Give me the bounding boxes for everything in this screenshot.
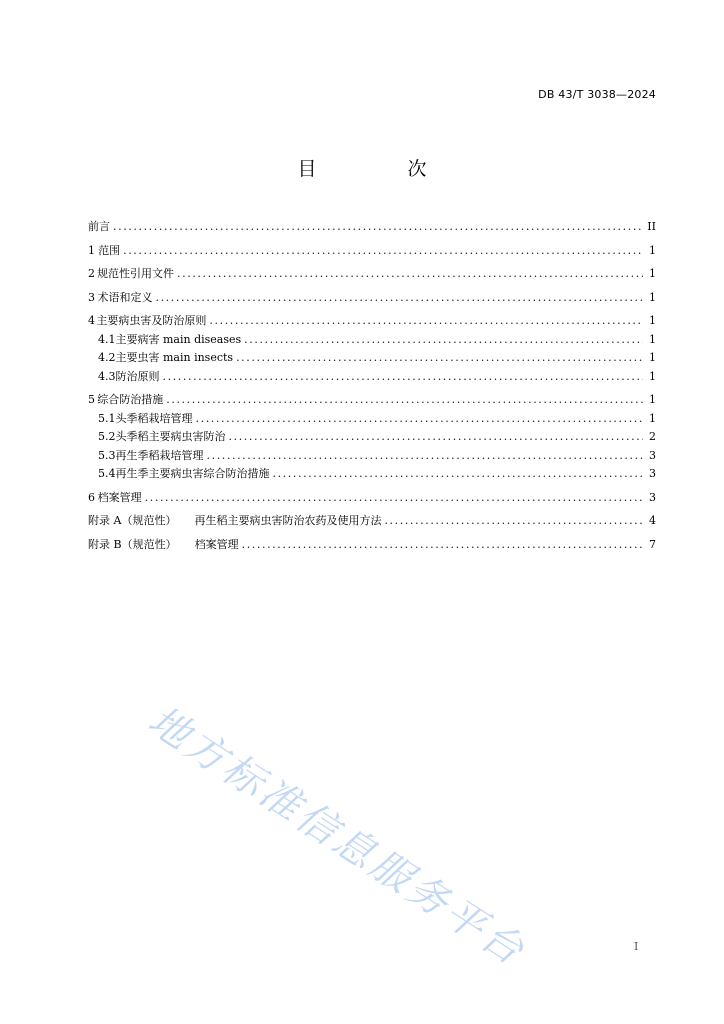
toc-entry-number: 4.2 <box>98 351 116 364</box>
toc-page-number: 3 <box>649 448 656 462</box>
toc-entry-title: 前言 <box>88 220 110 233</box>
toc-entry-number: 1 <box>88 243 95 257</box>
toc-entry-5-4[interactable] <box>88 465 656 484</box>
toc-entry-4-3[interactable] <box>88 368 656 387</box>
toc-entry-title: 主要病害 main diseases <box>115 332 242 346</box>
toc-entry-number: 4.1 <box>98 332 116 346</box>
toc-leader-dots <box>244 331 643 350</box>
toc-entry-1[interactable] <box>88 242 656 261</box>
toc-entry-5-2[interactable] <box>88 428 656 447</box>
toc-entry-number: 5.4 <box>98 467 116 480</box>
toc-page-number: 3 <box>649 467 656 480</box>
toc-entry-title: 头季稻主要病虫害防治 <box>115 430 226 443</box>
toc-entry-title: 再生季稻栽培管理 <box>115 448 204 462</box>
toc-page-number: 1 <box>649 267 656 280</box>
toc-entry-title: 防治原则 <box>115 369 160 383</box>
toc-page-number: 1 <box>649 393 656 406</box>
toc-leader-dots <box>196 410 644 429</box>
toc-entry-5-3[interactable] <box>88 447 656 466</box>
toc-entry-number: 5.2 <box>98 430 116 443</box>
toc-page-number: 2 <box>649 430 656 443</box>
toc-entry-number: 4.3 <box>98 369 116 383</box>
document-code: DB 43/T 3038—2024 <box>538 88 656 101</box>
toc-entry-title: 头季稻栽培管理 <box>115 411 193 425</box>
toc-entry-4-2[interactable] <box>88 349 656 368</box>
toc-leader-dots <box>384 512 643 531</box>
toc-entry-number: 5.3 <box>98 448 116 462</box>
toc-page-number: 1 <box>649 351 656 364</box>
toc-page-number: 1 <box>649 290 656 304</box>
toc-entry-number: 6 <box>88 490 95 504</box>
toc-leader-dots <box>166 391 643 410</box>
toc-page-number: 3 <box>649 490 656 504</box>
toc-leader-dots <box>236 349 643 368</box>
toc-entry-number: 5 <box>88 393 95 406</box>
toc-entry-number: 4 <box>88 314 95 327</box>
toc-entry-title: 再生季主要病虫害综合防治措施 <box>115 467 270 480</box>
toc-leader-dots <box>145 489 643 508</box>
toc-entry-5[interactable] <box>88 391 656 410</box>
toc-leader-dots <box>209 312 643 331</box>
toc-entry-title: 术语和定义 <box>97 290 153 304</box>
toc-entry-appendix-a[interactable] <box>88 512 656 531</box>
toc-entry-6[interactable] <box>88 489 656 508</box>
toc-leader-dots <box>229 428 644 447</box>
toc-entry-foreword[interactable] <box>88 218 656 237</box>
toc-entry-4-1[interactable] <box>88 331 656 350</box>
toc-page-number: 1 <box>649 411 656 425</box>
toc-entry-title: 综合防治措施 <box>97 393 164 406</box>
toc-entry-appendix-b[interactable] <box>88 536 656 555</box>
toc-leader-dots <box>273 465 644 484</box>
toc-page-number: 4 <box>649 514 656 527</box>
toc-page-number: 1 <box>649 314 656 327</box>
toc-entry-number: 5.1 <box>98 411 116 425</box>
page-number: I <box>634 940 639 953</box>
toc-leader-dots <box>207 447 644 466</box>
toc-entry-title: 范围 <box>98 243 121 257</box>
toc-page-number: 7 <box>649 537 656 551</box>
toc-entry-number: 2 <box>88 267 95 280</box>
toc-page-number: II <box>647 220 656 233</box>
toc-page-number: 1 <box>649 332 656 346</box>
toc-page-number: 1 <box>649 243 656 257</box>
toc-entry-title: 主要虫害 main insects <box>115 351 234 364</box>
toc-entry-number: 3 <box>88 290 95 304</box>
toc-entry-title: 再生稻主要病虫害防治农药及使用方法 <box>194 514 382 527</box>
toc-entry-title: 档案管理 <box>97 490 142 504</box>
toc-appendix-label: 附录 B（规范性） <box>88 537 177 551</box>
toc-leader-dots <box>163 368 644 387</box>
toc-leader-dots <box>123 242 643 261</box>
toc-entry-5-1[interactable] <box>88 410 656 429</box>
toc-appendix-label: 附录 A（规范性） <box>88 514 177 527</box>
toc-leader-dots <box>177 265 643 284</box>
toc-entry-title: 档案管理 <box>194 537 239 551</box>
toc-entry-title: 主要病虫害及防治原则 <box>96 314 207 327</box>
table-of-contents <box>88 218 656 554</box>
page-title: 目 次 <box>297 158 463 180</box>
toc-leader-dots <box>113 218 643 237</box>
toc-entry-3[interactable] <box>88 289 656 308</box>
toc-entry-title: 规范性引用文件 <box>97 267 175 280</box>
toc-entry-4[interactable] <box>88 312 656 331</box>
watermark: 地方标准信息服务平台 <box>140 697 535 976</box>
toc-leader-dots <box>242 536 643 555</box>
toc-entry-2[interactable] <box>88 265 656 284</box>
toc-page-number: 1 <box>649 369 656 383</box>
toc-leader-dots <box>155 289 643 308</box>
